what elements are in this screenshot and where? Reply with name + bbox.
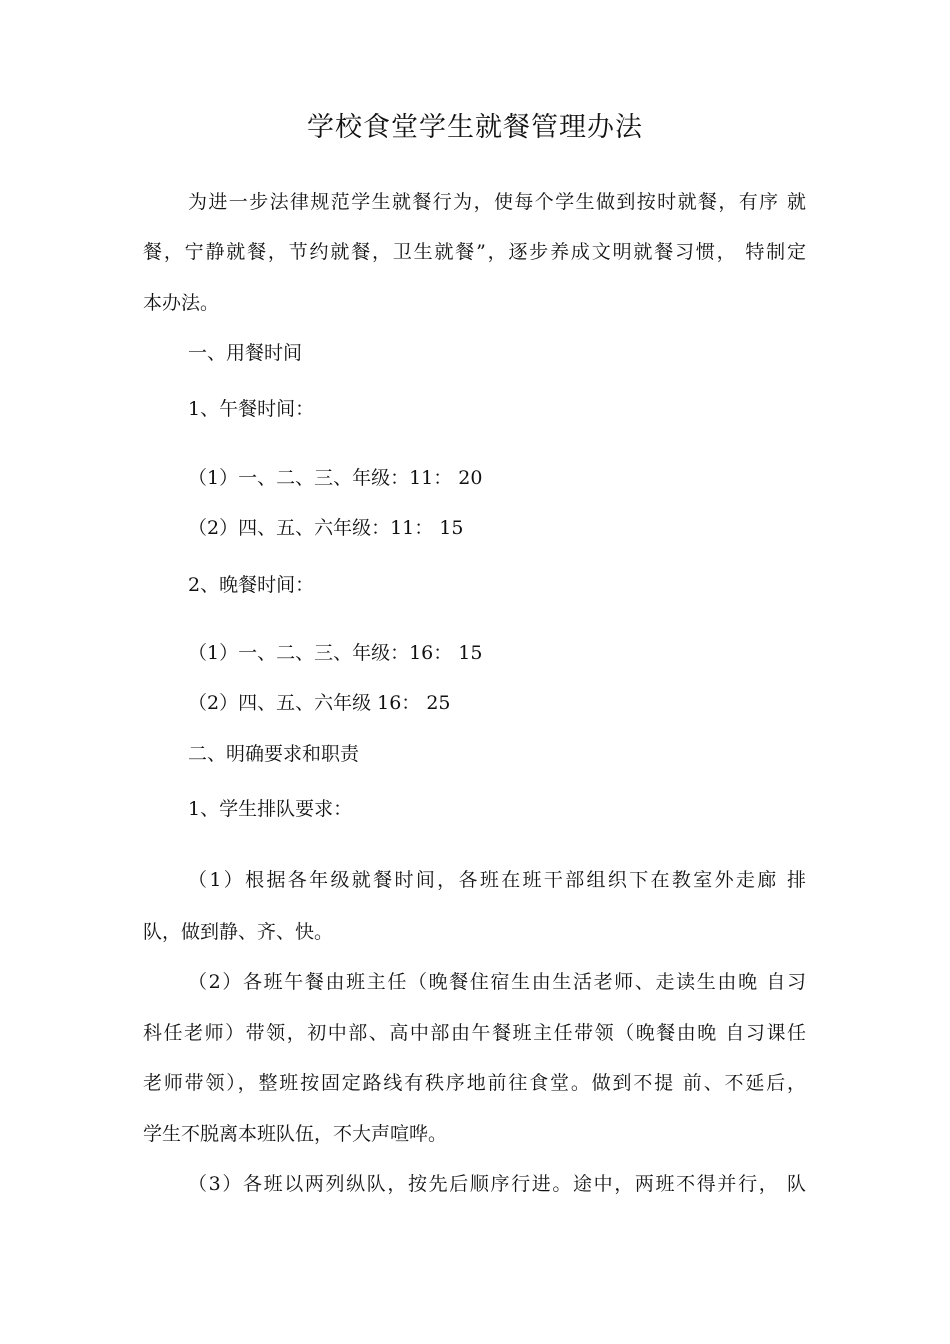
item2-line-2: 科任老师）带领，初中部、高中部由午餐班主任带领（晚餐由晚 自习课任 <box>143 1022 806 1044</box>
dinner-heading: 2、晚餐时间： <box>188 574 315 596</box>
dinner-item-1: （1）一、二、三、年级：16： 15 <box>188 642 483 664</box>
intro-line-1: 为进一步法律规范学生就餐行为，使每个学生做到按时就餐，有序 就 <box>188 191 806 213</box>
intro-line-2: 餐，宁静就餐，节约就餐，卫生就餐”，逐步养成文明就餐习惯， 特制定 <box>143 241 806 263</box>
document-title: 学校食堂学生就餐管理办法 <box>307 112 643 143</box>
queue-requirements-heading: 1、学生排队要求： <box>188 798 353 820</box>
section2-heading: 二、明确要求和职责 <box>188 743 360 765</box>
item2-line-3: 老师带领），整班按固定路线有秩序地前往食堂。做到不提 前、不延后， <box>143 1072 806 1094</box>
item2-line-1: （2）各班午餐由班主任（晚餐住宿生由生活老师、走读生由晚 自习 <box>188 971 806 993</box>
item2-line-4: 学生不脱离本班队伍，不大声喧哗。 <box>143 1123 448 1145</box>
dinner-item-2: （2）四、五、六年级 16： 25 <box>188 692 451 714</box>
item1-line-2: 队，做到静、齐、快。 <box>143 921 334 943</box>
lunch-item-2: （2）四、五、六年级：11： 15 <box>188 517 464 539</box>
lunch-heading: 1、午餐时间： <box>188 398 315 420</box>
section1-heading: 一、用餐时间 <box>188 342 303 364</box>
intro-line-3: 本办法。 <box>143 292 220 314</box>
item3-line-1: （3）各班以两列纵队，按先后顺序行进。途中，两班不得并行， 队 <box>188 1173 806 1195</box>
lunch-item-1: （1）一、二、三、年级：11： 20 <box>188 467 483 489</box>
item1-line-1: （1）根据各年级就餐时间，各班在班干部组织下在教室外走廊 排 <box>188 869 806 891</box>
